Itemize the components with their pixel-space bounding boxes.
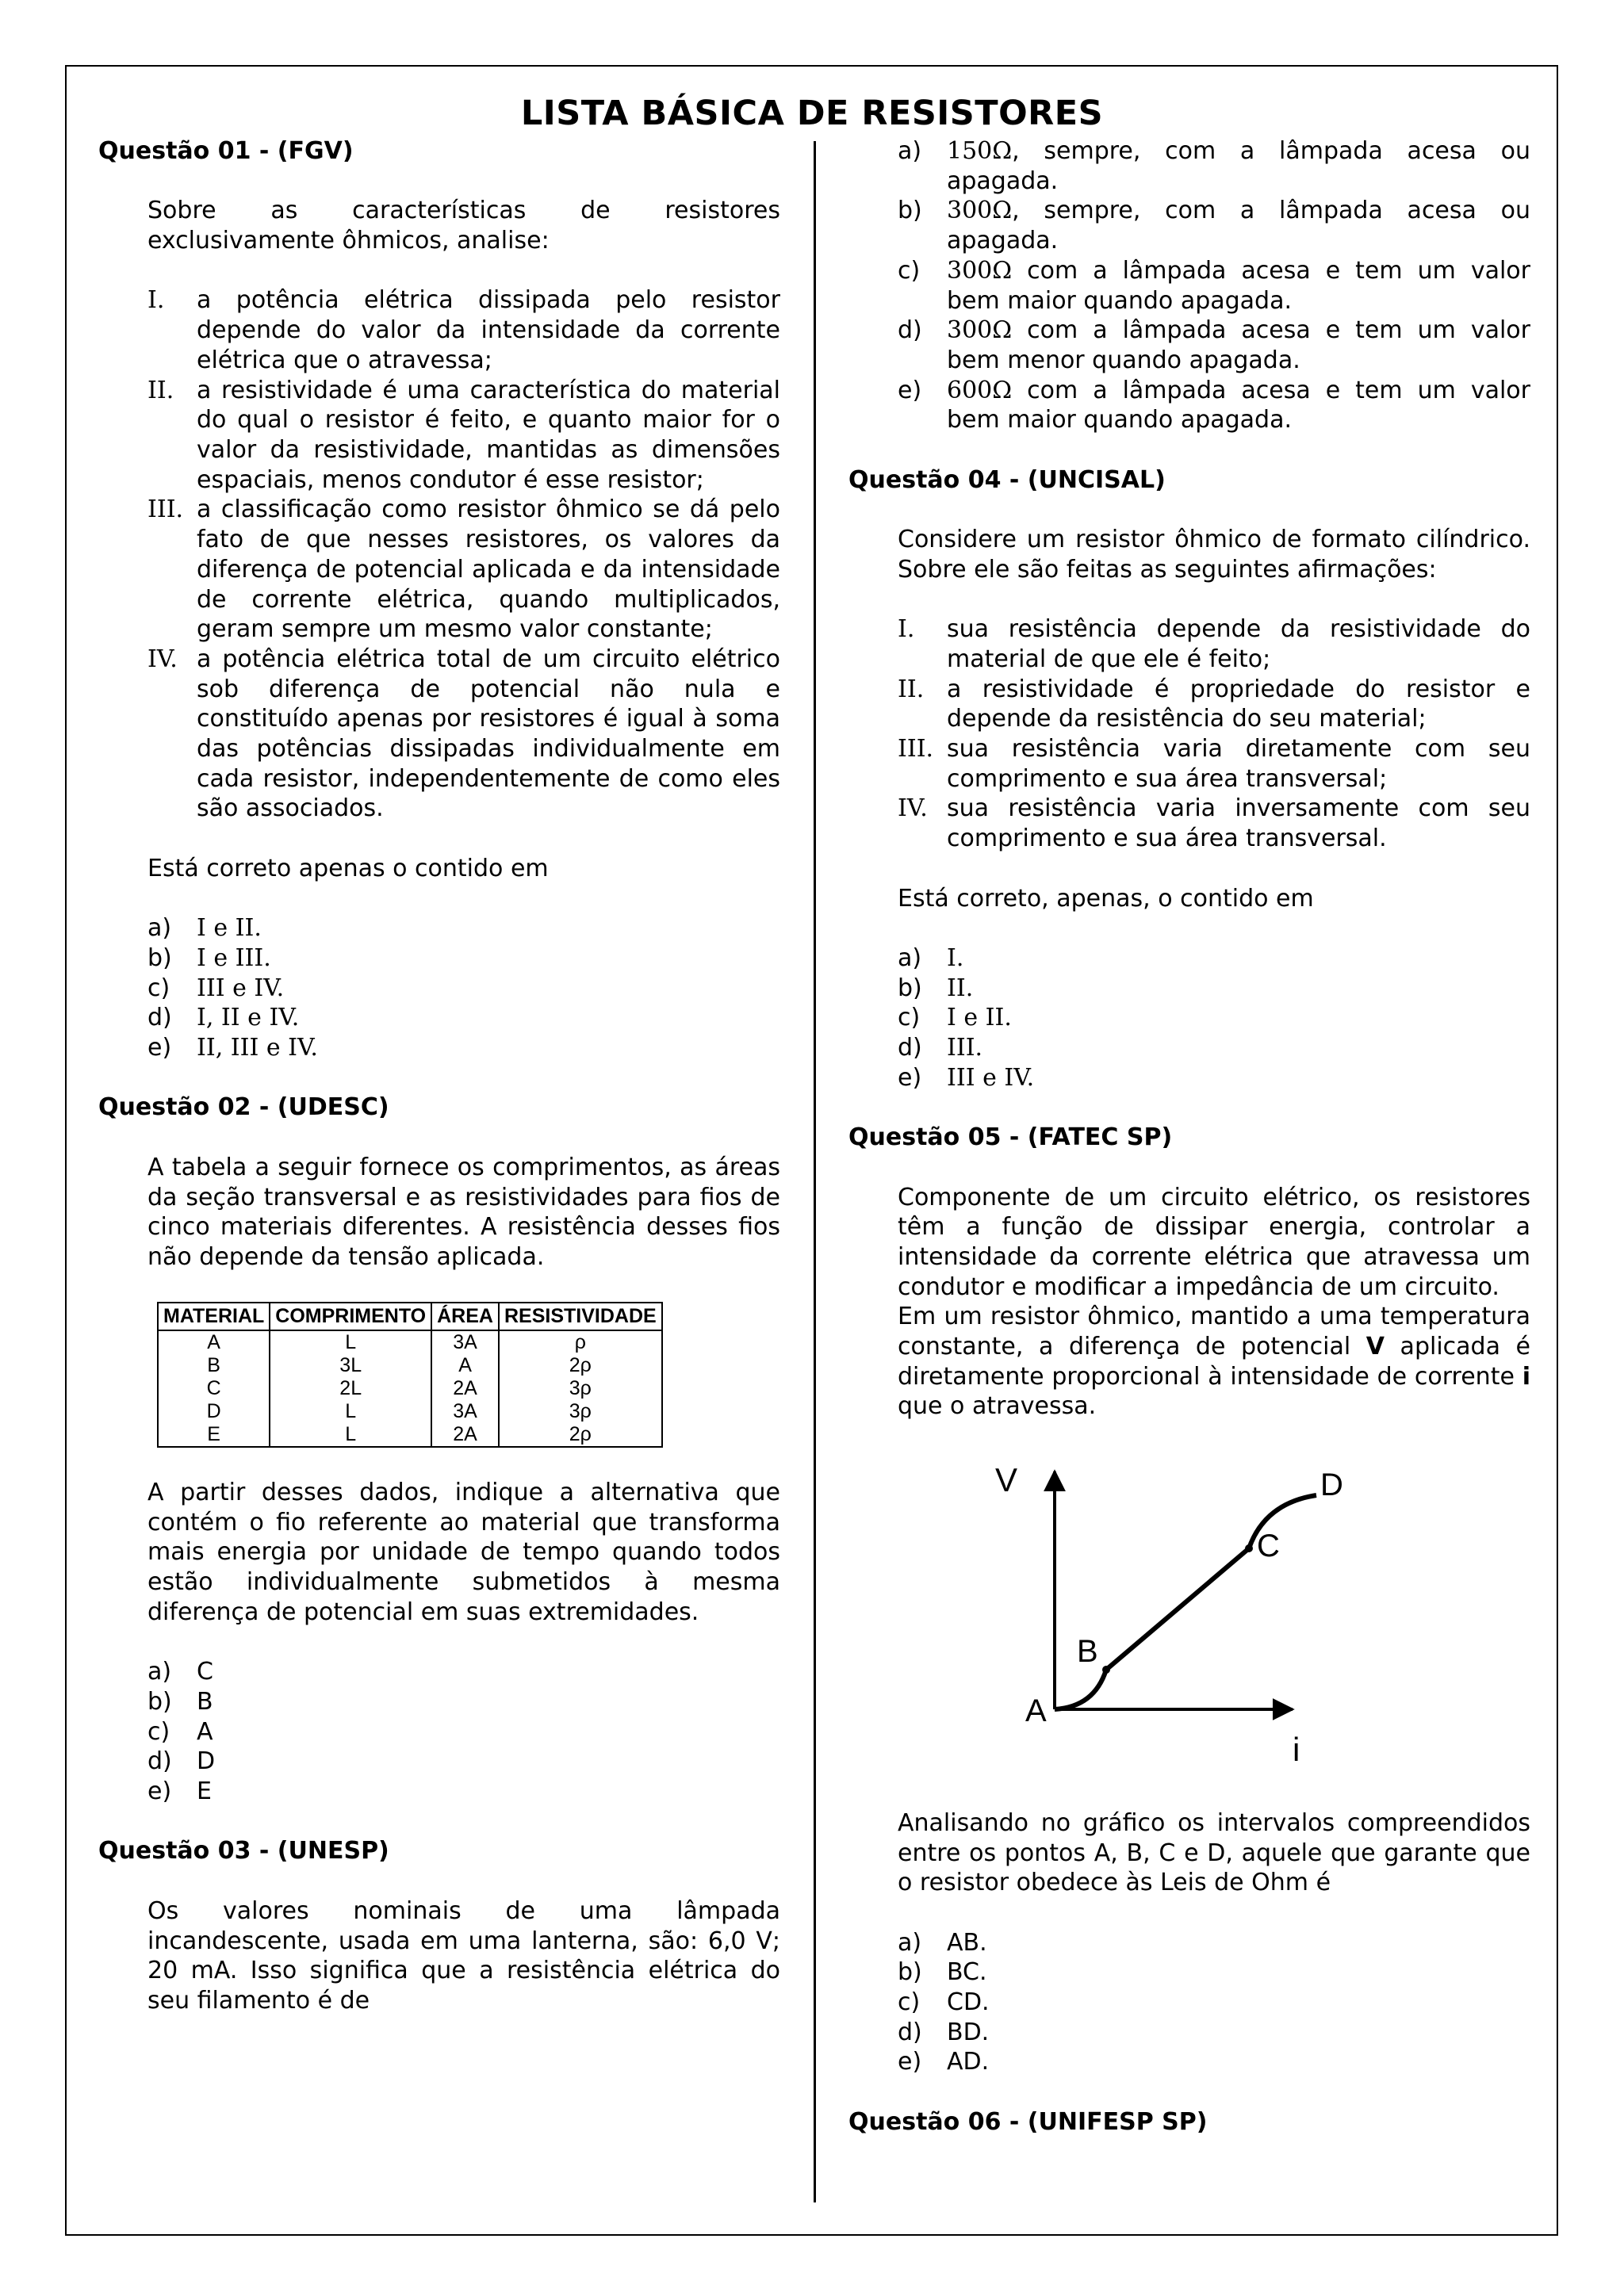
statement-item [898, 734, 1530, 794]
statement-text: a resistividade é propriedade do resistor e depende da resistência do seu material; [947, 675, 1530, 733]
table-cell: B [158, 1354, 270, 1377]
table-cell: 3ρ [499, 1377, 662, 1400]
option-text: CD. [947, 1988, 990, 2017]
option-text: com a lâmpada acesa e tem um valor bem maior quando apagada. [947, 376, 1530, 434]
question-01-intro: Sobre as características de resistores exclusivamente ôhmicos, analise: [147, 197, 780, 255]
option-marker: e) [147, 1777, 172, 1806]
option-text: I. [947, 943, 964, 972]
option-text: II. [947, 974, 974, 1002]
point-c-label: C [1257, 1528, 1280, 1563]
table-cell: 3A [431, 1330, 499, 1354]
option-marker: d) [898, 2018, 922, 2046]
option-marker: c) [147, 1717, 170, 1746]
option-text: AD. [947, 2048, 990, 2076]
option-item [147, 1777, 780, 1807]
question-01-options [147, 913, 780, 1063]
option-item [898, 376, 1530, 435]
table-row [158, 1423, 662, 1447]
option-item [898, 2047, 1530, 2077]
statement-marker: I. [147, 286, 165, 315]
right-column [848, 136, 1530, 2167]
option-marker: e) [147, 1034, 172, 1062]
statement-item [898, 614, 1530, 674]
option-marker: d) [147, 1004, 172, 1032]
statement-marker: III. [898, 735, 934, 763]
option-marker: c) [898, 256, 921, 285]
question-04-header: Questão 04 - (UNCISAL) [848, 465, 1166, 494]
option-item [898, 136, 1530, 196]
statement-marker: IV. [147, 645, 178, 673]
table-cell: A [431, 1354, 499, 1377]
question-04-intro: Considere um resistor ôhmico de formato cilíndrico. Sobre ele são feitas as seguintes afirmações: [898, 526, 1530, 584]
option-item [898, 943, 1530, 974]
left-column [98, 136, 780, 2045]
option-item [898, 1003, 1530, 1033]
option-text: III e IV. [197, 974, 285, 1002]
option-value: 300Ω [947, 256, 1013, 285]
option-marker: a) [898, 943, 922, 972]
option-text: B [197, 1687, 213, 1716]
option-text: D [197, 1747, 216, 1776]
option-item [898, 1063, 1530, 1093]
statement-marker: III. [147, 496, 184, 524]
option-text: I e II. [947, 1004, 1012, 1032]
option-text: E [197, 1777, 212, 1806]
statement-text: a resistividade é uma característica do material do qual o resistor é feito, e quanto maior for o valor da resistividade, mantidas as dimensões espaciais, menos condutor é esse resistor; [197, 376, 780, 494]
option-value: 300Ω [947, 197, 1013, 225]
question-06-header: Questão 06 - (UNIFESP SP) [848, 2107, 1208, 2136]
statement-item [898, 794, 1530, 853]
question-05-intro-2 [898, 1302, 1530, 1422]
question-02-text: A partir desses dados, indique a alternativa que contém o fio referente ao material que transforma mais energia por unidade de tempo quando todos estão individualmente submetidos à mesma diferença de potencial em suas extremidades. [147, 1479, 780, 1626]
option-text: III. [947, 1034, 983, 1062]
table-cell: L [270, 1330, 431, 1354]
table-cell: 3L [270, 1354, 431, 1377]
option-marker: a) [898, 137, 922, 165]
question-03-header: Questão 03 - (UNESP) [98, 1837, 389, 1866]
option-marker: b) [898, 974, 922, 1002]
option-text: C [197, 1658, 213, 1686]
option-marker: c) [898, 1988, 921, 2017]
statement-text: a potência elétrica dissipada pelo resistor depende do valor da intensidade da corrente elétrica que o atravessa; [197, 286, 780, 374]
statement-marker: I. [898, 615, 915, 644]
option-text: I e III. [197, 943, 271, 972]
table-cell: D [158, 1400, 270, 1423]
option-text: BC. [947, 1958, 987, 1987]
statement-item [147, 376, 780, 496]
table-cell: 3A [431, 1400, 499, 1423]
option-value: 600Ω [947, 376, 1013, 404]
option-value: 300Ω [947, 316, 1013, 345]
table-row [158, 1330, 662, 1354]
statement-text: a classificação como resistor ôhmico se dá pelo fato de que nesses resistores, os valores da diferença de potencial aplicada e da intensidade de corrente elétrica, quando multiplicados, geram sempre um mesmo valor constante; [197, 496, 780, 644]
question-05-options [898, 1928, 1530, 2078]
option-marker: a) [147, 1658, 172, 1686]
option-item [147, 1717, 780, 1747]
option-text: , sempre, com a lâmpada acesa ou apagada. [947, 197, 1530, 255]
curve-segment-ab [1055, 1670, 1106, 1709]
option-item [147, 913, 780, 943]
point-c-marker [1245, 1544, 1253, 1552]
bold-symbol-v: V [1365, 1333, 1385, 1361]
text-run: que o atravessa. [898, 1392, 1097, 1421]
bold-symbol-i: i [1522, 1362, 1530, 1391]
table-row [158, 1377, 662, 1400]
table-cell: 2ρ [499, 1354, 662, 1377]
question-04-options [898, 943, 1530, 1093]
statement-text: sua resistência varia diretamente com seu comprimento e sua área transversal; [947, 735, 1530, 793]
option-item [898, 2018, 1530, 2048]
option-item [147, 943, 780, 974]
question-04-statements [898, 614, 1530, 854]
table-cell: C [158, 1377, 270, 1400]
option-marker: e) [898, 2048, 922, 2076]
option-text: , sempre, com a lâmpada acesa ou apagada. [947, 137, 1530, 195]
option-text: com a lâmpada acesa e tem um valor bem maior quando apagada. [947, 256, 1530, 315]
option-marker: b) [898, 1958, 922, 1987]
statement-item [898, 675, 1530, 734]
column-header: ÁREA [431, 1303, 499, 1330]
option-item [898, 1928, 1530, 1958]
option-marker: d) [898, 1034, 922, 1062]
question-05-text: Analisando no gráfico os intervalos compreendidos entre os pontos A, B, C e D, aquele que garante que o resistor obedece às Leis de Ohm é [898, 1808, 1530, 1897]
option-marker: b) [147, 1687, 172, 1716]
option-text: A [197, 1717, 213, 1746]
question-01-header: Questão 01 - (FGV) [98, 137, 354, 165]
option-item [147, 974, 780, 1004]
column-header: MATERIAL [158, 1303, 270, 1330]
question-03-options [898, 136, 1530, 435]
option-marker: c) [898, 1004, 921, 1032]
question-04-prompt: Está correto, apenas, o contido em [898, 884, 1314, 913]
option-text: III e IV. [947, 1063, 1035, 1092]
text-run: aplicada é diretamente proporcional à intensidade de corrente [898, 1333, 1530, 1391]
table-cell: E [158, 1423, 270, 1447]
table-cell: 3ρ [499, 1400, 662, 1423]
option-item [898, 974, 1530, 1004]
option-text: I, II e IV. [197, 1004, 300, 1032]
point-b-label: B [1077, 1633, 1098, 1669]
question-02-options [147, 1657, 780, 1807]
statement-text: a potência elétrica total de um circuito elétrico sob diferença de potencial não nula e constituído apenas por resistores é igual à soma das potências dissipadas individualmente em cada resistor, independentemente de como eles são associados. [197, 645, 780, 823]
option-marker: a) [898, 1928, 922, 1957]
statement-marker: II. [898, 675, 925, 703]
statement-marker: IV. [898, 794, 928, 823]
option-marker: e) [898, 1063, 922, 1092]
point-b-marker [1102, 1666, 1110, 1674]
option-value: 150Ω [947, 137, 1013, 165]
column-header: RESISTIVIDADE [499, 1303, 662, 1330]
option-marker: d) [147, 1747, 172, 1776]
table-cell: L [270, 1400, 431, 1423]
question-03-intro: Os valores nominais de uma lâmpada incandescente, usada em uma lanterna, são: 6,0 V; 20 mA. Isso significa que a resistência elétrica do seu filamento é de [147, 1896, 780, 2015]
option-item [147, 1003, 780, 1033]
table-cell: 2L [270, 1377, 431, 1400]
option-text: AB. [947, 1928, 987, 1957]
option-marker: b) [898, 197, 922, 225]
table-cell: ρ [499, 1330, 662, 1354]
table-cell: 2A [431, 1377, 499, 1400]
v-i-graph [944, 1452, 1388, 1785]
option-item [898, 196, 1530, 255]
question-05-intro-1: Componente de um circuito elétrico, os resistores têm a função de dissipar energia, controlar a intensidade da corrente elétrica que atravessa um condutor e modificar a impedância de um circuito. [898, 1183, 1530, 1301]
question-01-statements [147, 285, 780, 824]
table-row [158, 1354, 662, 1377]
option-item [147, 1687, 780, 1717]
point-d-label: D [1320, 1467, 1343, 1502]
option-item [898, 256, 1530, 316]
statement-text: sua resistência depende da resistividade do material de que ele é feito; [947, 615, 1530, 673]
option-item [898, 1033, 1530, 1063]
option-text: I e II. [197, 914, 262, 943]
page-title: LISTA BÁSICA DE RESISTORES [520, 94, 1104, 133]
option-marker: d) [898, 316, 922, 345]
statement-item [147, 285, 780, 375]
option-text: com a lâmpada acesa e tem um valor bem menor quando apagada. [947, 316, 1530, 374]
question-02-header: Questão 02 - (UDESC) [98, 1093, 389, 1122]
option-item [147, 1657, 780, 1687]
question-01-prompt: Está correto apenas o contido em [147, 854, 549, 882]
materials-table [157, 1302, 663, 1448]
option-marker: a) [147, 914, 172, 943]
option-text: BD. [947, 2018, 990, 2046]
option-item [898, 316, 1530, 375]
question-02-intro: A tabela a seguir fornece os comprimentos, as áreas da seção transversal e as resistividades para fios de cinco materiais diferentes. A resistência desses fios não depende da tensão aplicada. [147, 1153, 780, 1271]
statement-text: sua resistência varia inversamente com seu comprimento e sua área transversal. [947, 794, 1530, 853]
point-a-label: A [1025, 1693, 1047, 1728]
table-cell: L [270, 1423, 431, 1447]
column-header: COMPRIMENTO [270, 1303, 431, 1330]
table-row [158, 1400, 662, 1423]
statement-item [147, 495, 780, 645]
option-text: II, III e IV. [197, 1034, 318, 1062]
option-marker: b) [147, 943, 172, 972]
x-axis-label: i [1293, 1730, 1300, 1768]
statement-marker: II. [147, 376, 174, 404]
table-header-row [158, 1303, 662, 1330]
curve-segment-bc [1106, 1548, 1249, 1670]
option-marker: c) [147, 974, 170, 1002]
table-cell: 2ρ [499, 1423, 662, 1447]
statement-item [147, 645, 780, 824]
column-divider [814, 141, 816, 2202]
question-05-header: Questão 05 - (FATEC SP) [848, 1123, 1173, 1152]
option-item [147, 1747, 780, 1777]
table-cell: A [158, 1330, 270, 1354]
text-run: Em um resistor ôhmico, mantido a uma temperatura constante, a diferença de potencial [898, 1303, 1530, 1361]
option-marker: e) [898, 376, 922, 404]
y-axis-label: V [995, 1460, 1018, 1498]
option-item [898, 1957, 1530, 1988]
option-item [147, 1033, 780, 1063]
option-item [898, 1988, 1530, 2018]
table-cell: 2A [431, 1423, 499, 1447]
